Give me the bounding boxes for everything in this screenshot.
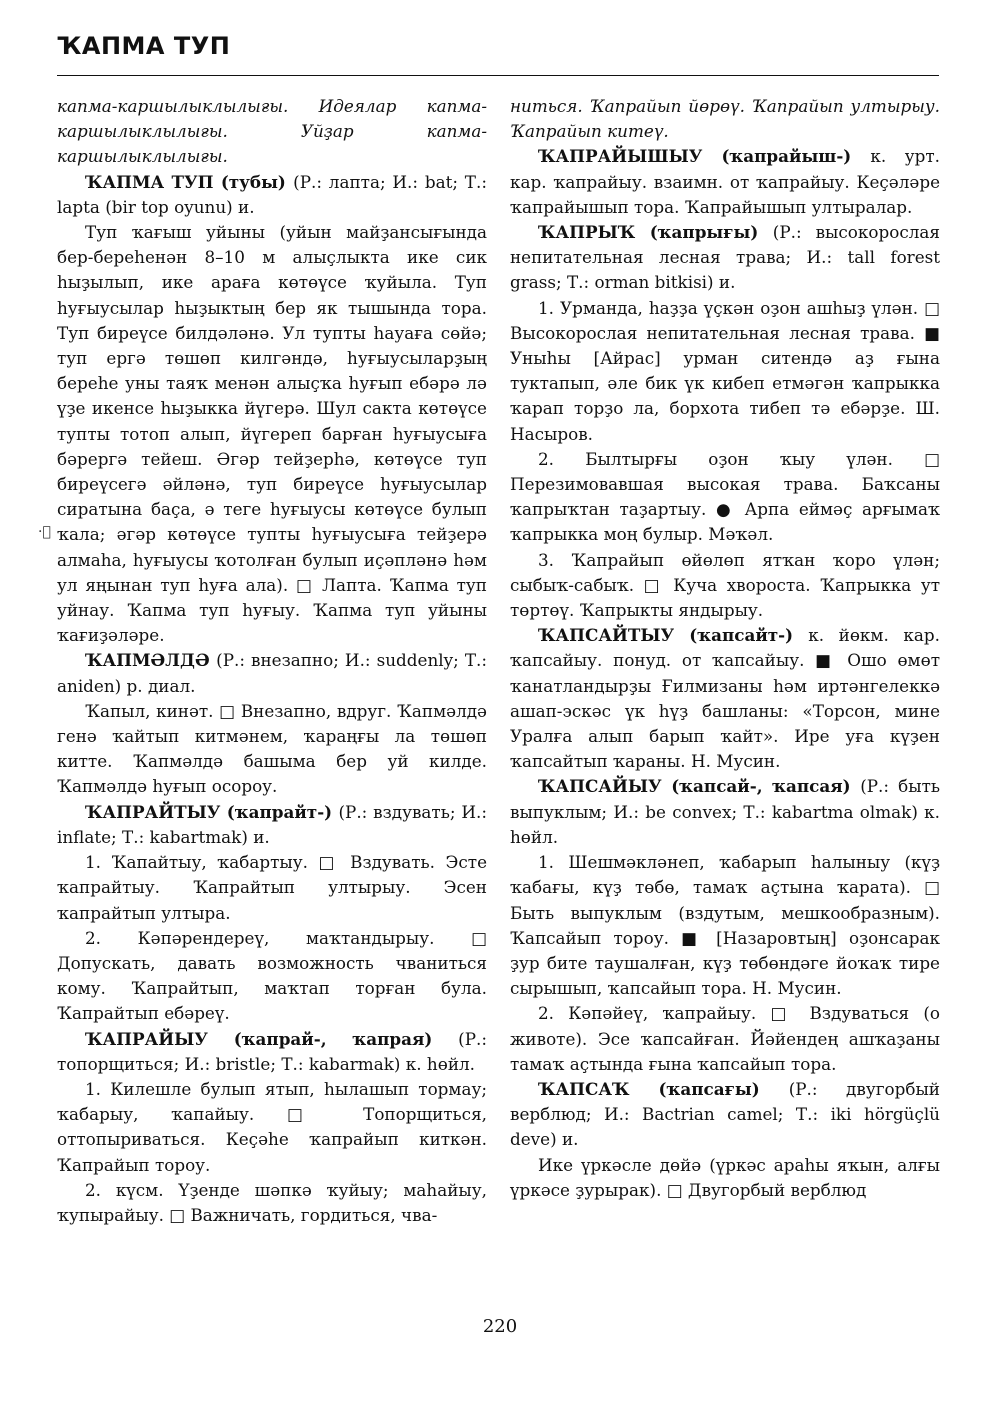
- dictionary-entry: [57, 170, 487, 220]
- entry-grammar: (ҡапрығы): [635, 222, 773, 243]
- sense-paragraph: 1. Урманда, һаҙҙа үҫкән оҙон ашһыҙ үлән. □ Высокорослая непитательная лесная трава. ■ Уныһы [Айрас] урман ситендә аҙ ғына туктапып, әле бик үк кибеп етмәгән ҡапрыкка ҡарап торҙо ла, борхота тибеп тә ебәрҙе. Ш. Насыров.: [510, 297, 940, 444]
- header-rule: [57, 75, 939, 76]
- sense-paragraph: Туп ҡағыш уйыны (уйын майҙансығында бер-береһенән 8–10 м алыҫлыкта ике сик һыҙылып, ике араға көтөүсе ҡуйыла. Туп һуғыусылар һыҙыктың бер як тышында тора. Туп биреүсе билдәләнә. Ул тупты һауаға сөйә; туп ергә төшөп килгәндә, һуғыусыларҙың береһе уны таяҡ менән алыҫҡа һуғып ебәрә лә үҙе икенсе һыҙыкка йүгерә. Шул сакта көтөүсе тупты тотоп алып, йүгереп барған һуғыусыға бәрергә тейеш. Әгәр тейҙерһә, көтөүсе туп биреүсегә әйләнә, туп биреүсе һуғыусылар сиратына баҫа, ә теге һуғыусы көтөүсе булып ҡала; әгәр көтөүсе тупты һуғыусыға тейҙерә алмаһа, һуғыусы ҡотолған булып иҫәпләнә һәм ул яңынан туп һуға ала). □ Лапта. Ҡапма туп уйнау. Ҡапма туп һуғыу. Ҡапма туп уйыны ҡағиҙәләре.: [57, 222, 487, 646]
- entry-headword: ҠАПРАЙЫШЫУ: [538, 146, 703, 167]
- dictionary-entry: [57, 1027, 487, 1077]
- dictionary-entry: [510, 774, 940, 850]
- dictionary-entry: [510, 623, 940, 774]
- sense-paragraph: 1. Килешле булып ятып, һылашып тормау; ҡабарыу, ҡапайыу. □ Топорщиться, оттопыриваться. Кеҫәһе ҡапрайып киткән. Ҡапрайып тороу.: [57, 1078, 487, 1175]
- sense-paragraph: 3. Ҡапрайып өйөлөп ятҡан ҡоро үлән; сыбыҡ-сабыҡ. □ Куча хвороста. Ҡапрыкка ут төртөү. Ҡапрыкты яндырыу.: [510, 549, 940, 621]
- dictionary-entry: [510, 144, 940, 220]
- dictionary-entry: [57, 800, 487, 850]
- entry-headword: ҠАПМА ТУП: [85, 171, 214, 192]
- entry-definition: (Р.: внезапно; И.: suddenly; Т.: aniden) р. диал.: [57, 650, 487, 696]
- sense-paragraph: 2. Кәпәйеү, ҡапрайыу. □ Вздуваться (о животе). Эсе ҡапсайған. Йәйендең ашҡаҙаны тамаҡ аҫтында ғына ҡапсайып тора.: [510, 1003, 940, 1074]
- sense-paragraph: 2. күсм. Үҙенде шәпкә ҡуйыу; маһайыу, ҡупырайыу. □ Важничать, гордиться, чва-: [57, 1179, 487, 1225]
- sense-paragraph: 1. Шешмәкләнеп, ҡабарып һалыныу (күҙ ҡабағы, күҙ төбө, тамаҡ аҫтына ҡарата). □ Быть выпуклым (вздутым, мешкообразным). Ҡапсайып тороу. ■ [Назаровтың] оҙонсарак ҙур бите таушалған, күҙ төбөндәге йоҡаҡ тире сырышып, ҡапсайып тора. Н. Мусин.: [510, 852, 940, 999]
- entry-definition: (Р.: лапта; И.: bat; Т.: lapta (bir top oyunu) и.: [57, 171, 487, 217]
- scan-speck: ·ﾟ: [38, 524, 51, 540]
- entry-grammar: (ҡапрай-, ҡапрая): [207, 1028, 459, 1049]
- entry-grammar: (ҡапрайыш-): [702, 146, 871, 167]
- left-column: [57, 94, 487, 1228]
- entry-grammar: (ҡапрайт-): [220, 801, 339, 822]
- entry-headword: ҠАПСАЙЫУ: [538, 776, 662, 797]
- entry-headword: ҠАПМӘЛДӘ: [85, 650, 210, 671]
- entry-definition: (Р.: вздувать; И.: inflate; Т.: kabartmak) и.: [57, 801, 487, 847]
- dictionary-entry: [57, 648, 487, 698]
- continued-text: ниться. Ҡапрайып йөрөү. Ҡапрайып ултырыу. Ҡапрайып китеү.: [510, 96, 940, 142]
- entry-headword: ҠАПСАЙТЫУ: [538, 625, 675, 646]
- page-number: 220: [482, 1316, 518, 1337]
- entry-definition: (Р.: высокорослая непитательная лесная трава; И.: tall forest grass; Т.: orman bitkisi) и.: [510, 222, 940, 293]
- sense-paragraph: 2. Кәпәрендереү, маҡтандырыу. □ Допускать, давать возможность чваниться кому. Ҡапрайтып, маҡтап торған була. Ҡапрайтып ебәреү.: [57, 927, 487, 1024]
- sense-paragraph: 1. Ҡапайтыу, ҡабартыу. □ Вздувать. Эсте ҡапрайтыу. Ҡапрайтып ултырыу. Эсен ҡапрайтып ултыра.: [57, 852, 487, 923]
- continued-text: капма-каршылыклылығы. Идеялар капма-каршылыклылығы. Уйҙар капма-каршылыклылығы.: [57, 96, 487, 167]
- entry-grammar: (ҡапсағы): [629, 1078, 789, 1099]
- sense-paragraph: Ҡапыл, кинәт. □ Внезапно, вдруг. Ҡапмәлдә генә ҡайтып китмәнем, ҡараңғы ла төшөп китте. Ҡапмәлдә башыма бер уй килде. Ҡапмәлдә һуғып осороу.: [57, 700, 487, 797]
- entry-headword: ҠАПРЫҠ: [538, 222, 636, 243]
- entry-headword: ҠАПРАЙТЫУ: [85, 801, 221, 822]
- running-header: ҠАПМА ТУП: [57, 32, 231, 60]
- entry-definition: (Р.: быть выпуклым; И.: be convex; Т.: kabartma olmak) к. һөйл.: [510, 776, 940, 847]
- entry-definition: к. йөкм. кар. ҡапсайыу. понуд. от ҡапсайыу. ■ Ошо өмөт ҡанатландырҙы Ғилмизаны һәм иртәнгелеккә ашап-эскәс үк һүҙ башланы: «Торсон, мине Уралға алып барып ҡайт». Ире уға күҙен ҡапсайтып ҡараны. Н. Мусин.: [510, 625, 940, 772]
- entry-headword: ҠАПРАЙЫУ: [85, 1028, 208, 1049]
- entry-grammar: (ҡапсай-, ҡапсая): [661, 776, 861, 797]
- dictionary-entry: [510, 220, 940, 296]
- entry-definition: к. урт. кар. ҡапрайыу. взаимн. от ҡапрайыу. Кеҫәләре ҡапрайышып тора. Ҡапрайышып ултыралар.: [510, 146, 940, 217]
- entry-headword: ҠАПСАҠ: [538, 1078, 630, 1099]
- right-column: [510, 94, 940, 1203]
- dictionary-entry: [510, 1077, 940, 1153]
- sense-paragraph: 2. Былтырғы оҙон ҡыу үлән. □ Перезимовавшая высокая трава. Баҡсаны ҡапрыҡтан таҙартыу. ● Арпа еймәҫ арғымаҡ ҡапрыкка моң булыр. Мәҡәл.: [510, 448, 940, 545]
- entry-definition: (Р.: топорщиться; И.: bristle; Т.: kabarmak) к. һөйл.: [57, 1028, 487, 1074]
- entry-grammar: (тубы): [213, 171, 294, 192]
- sense-paragraph: Ике үркәсле дөйә (үркәс араһы яҡын, алғы үркәсе ҙурырак). □ Двугорбый верблюд: [510, 1154, 940, 1200]
- entry-grammar: (ҡапсайт-): [674, 625, 809, 646]
- entry-definition: (Р.: двугорбый верблюд; И.: Bactrian camel; Т.: iki hörgüçlü deve) и.: [510, 1078, 940, 1150]
